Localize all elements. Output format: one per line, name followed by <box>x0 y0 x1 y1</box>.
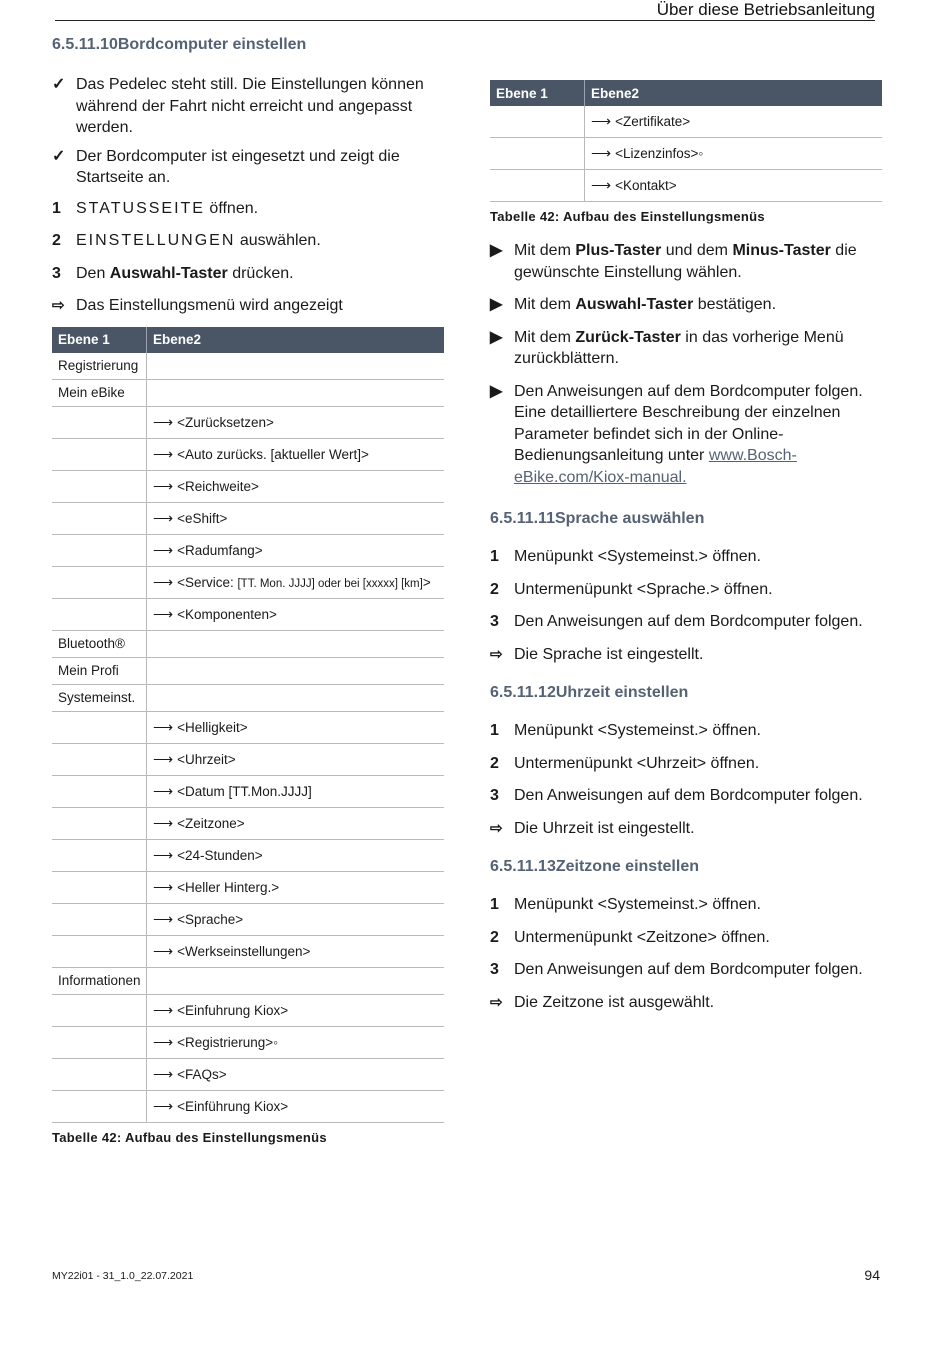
section-title: 6.5.11.12Uhrzeit einstellen <box>490 684 689 701</box>
step-number: 2 <box>490 580 499 598</box>
step-text: Den Anweisungen auf dem Bordcomputer folgen. <box>514 961 863 978</box>
result-text: Das Einstellungsmenü wird angezeigt <box>76 297 343 314</box>
level2-cell <box>147 379 445 406</box>
step-number: 1 <box>52 199 61 217</box>
result-arrow-icon: ⇨ <box>490 993 503 1011</box>
step-text: Untermenüpunkt <Uhrzeit> öffnen. <box>514 754 760 772</box>
table-row <box>52 502 444 534</box>
step-number: 2 <box>490 928 499 946</box>
menu-key: EINSTELLUNGEN <box>76 232 236 249</box>
table-row <box>52 353 444 380</box>
arrow-right-icon: ⟶ <box>153 878 174 895</box>
step-number: 1 <box>490 896 499 913</box>
table-row <box>490 170 882 202</box>
header-rule <box>55 20 875 21</box>
level2-cell: ⟶ <Uhrzeit> <box>147 743 445 775</box>
level1-cell: Registrierung <box>52 353 147 380</box>
level2-cell: ⟶ <Kontakt> <box>585 170 883 202</box>
arrow-right-icon: ⟶ <box>153 1097 174 1114</box>
table-row <box>490 106 882 138</box>
level2-cell: ⟶ <24-Stunden> <box>147 839 445 871</box>
level2-cell: ⟶ <Heller Hinterg.> <box>147 871 445 903</box>
page-header-title: Über diese Betriebsanleitung <box>656 0 875 19</box>
step-item <box>490 927 882 949</box>
section-title: 6.5.11.13Zeitzone einstellen <box>490 858 699 875</box>
step-item <box>490 611 882 633</box>
level2-cell <box>147 353 445 380</box>
table-row <box>52 839 444 871</box>
checkmark-icon: ✓ <box>52 147 66 165</box>
precondition-text: Der Bordcomputer ist eingesetzt und zeigt die Startseite an. <box>76 147 400 186</box>
instruction-item: ▶ Den Anweisungen auf dem Bordcomputer folgen. Eine detailliertere Beschreibung der einzelnen Parameter befindet sich in der Online-Bedienungsanleitung unter www.Bosch-eBike.com/Kiox-manual. <box>490 382 863 486</box>
triangle-bullet-icon: ▶ <box>490 328 503 346</box>
step-number: 1 <box>490 722 499 739</box>
result-text: Die Uhrzeit ist eingestellt. <box>514 819 695 837</box>
level2-cell: ⟶ <Zeitzone> <box>147 807 445 839</box>
step-text: Den Anweisungen auf dem Bordcomputer folgen. <box>514 613 863 630</box>
result-arrow-icon: ⇨ <box>490 819 503 837</box>
step-item <box>490 753 882 775</box>
level2-cell: ⟶ <Helligkeit> <box>147 711 445 743</box>
arrow-right-icon: ⟶ <box>153 942 174 959</box>
arrow-right-icon: ⟶ <box>153 814 174 831</box>
page-number: 94 <box>864 1267 880 1283</box>
button-name: Plus-Taster <box>575 242 662 259</box>
level2-cell: ⟶ <Komponenten> <box>147 598 445 630</box>
level2-cell: ⟶ <Lizenzinfos>◦ <box>585 138 883 170</box>
level2-cell: ⟶ <Einfuhrung Kiox> <box>147 994 445 1026</box>
level2-cell: ⟶ <Reichweite> <box>147 470 445 502</box>
table-header: Ebene2 <box>147 327 445 353</box>
table-row <box>52 657 444 684</box>
arrow-right-icon: ⟶ <box>153 1033 174 1050</box>
table-row <box>52 406 444 438</box>
step-text: Den Anweisungen auf dem Bordcomputer folgen. <box>514 787 863 804</box>
table-row <box>52 711 444 743</box>
table-row <box>52 684 444 711</box>
result-arrow-icon: ⇨ <box>490 645 503 663</box>
arrow-right-icon: ⟶ <box>591 177 612 193</box>
level1-cell: Informationen <box>52 967 147 994</box>
instruction-item: ▶ Mit dem Auswahl-Taster bestätigen. <box>490 294 882 316</box>
level2-cell: ⟶ <Datum [TT.Mon.JJJJ] <box>147 775 445 807</box>
result-item <box>490 818 882 840</box>
step-item: 3 Den Auswahl-Taster drücken. <box>52 263 444 285</box>
step-item: 1 STATUSSEITE öffnen. <box>52 198 444 220</box>
menu-key: STATUSSEITE <box>76 199 205 217</box>
step-number: 3 <box>52 264 61 282</box>
step-item <box>490 546 882 568</box>
instruction-item: ▶ Mit dem Zurück-Taster in das vorherige Menü zurückblättern. <box>490 328 844 367</box>
table-row <box>490 138 882 170</box>
precondition-text: Das Pedelec steht still. Die Einstellungen können während der Fahrt nicht erreicht und angepasst werden. <box>76 76 424 136</box>
step-number: 3 <box>490 787 499 804</box>
level2-cell: ⟶ <Zurücksetzen> <box>147 406 445 438</box>
section-title: 6.5.11.10Bordcomputer einstellen <box>52 36 307 53</box>
arrow-right-icon: ⟶ <box>153 846 174 863</box>
level1-cell: Systemeinst. <box>52 684 147 711</box>
arrow-right-icon: ⟶ <box>153 413 174 430</box>
instruction-item: ▶ Mit dem Plus-Taster und dem Minus-Taster die gewünschte Einstellung wählen. <box>490 242 857 281</box>
arrow-right-icon: ⟶ <box>153 445 174 462</box>
step-item <box>490 894 882 916</box>
result-text: Die Zeitzone ist ausgewählt. <box>514 993 715 1011</box>
step-item <box>490 579 882 601</box>
arrow-right-icon: ⟶ <box>591 145 612 161</box>
step-text: Untermenüpunkt <Zeitzone> öffnen. <box>514 928 770 946</box>
arrow-right-icon: ⟶ <box>153 782 174 799</box>
step-number: 2 <box>490 754 499 772</box>
arrow-right-icon: ⟶ <box>153 1001 174 1018</box>
result-item <box>490 992 882 1014</box>
arrow-right-icon: ⟶ <box>153 750 174 767</box>
table-row <box>52 598 444 630</box>
table-row <box>52 1058 444 1090</box>
triangle-bullet-icon: ▶ <box>490 382 503 400</box>
step-item: 2 EINSTELLUNGEN auswählen. <box>52 230 444 252</box>
table-row <box>52 743 444 775</box>
left-column <box>52 36 444 1145</box>
table-row <box>52 438 444 470</box>
settings-menu-table <box>52 327 444 1123</box>
arrow-right-icon: ⟶ <box>153 1065 174 1082</box>
step-item <box>490 959 882 981</box>
arrow-right-icon: ⟶ <box>591 113 612 129</box>
table-row <box>52 534 444 566</box>
result-arrow-icon: ⇨ <box>52 297 65 314</box>
level2-cell: ⟶ <Auto zurücks. [aktueller Wert]> <box>147 438 445 470</box>
button-name: Zurück-Taster <box>575 328 681 346</box>
level2-cell: ⟶ <Zertifikate> <box>585 106 883 138</box>
level1-cell: Mein eBike <box>52 379 147 406</box>
step-text: Menüpunkt <Systemeinst.> öffnen. <box>514 722 761 739</box>
checkmark-icon: ✓ <box>52 76 66 93</box>
table-caption: Tabelle 42: Aufbau des Einstellungsmenüs <box>490 209 765 224</box>
level2-cell: ⟶ <Werkseinstellungen> <box>147 935 445 967</box>
arrow-right-icon: ⟶ <box>153 541 174 558</box>
footer-doc-id: MY22i01 - 31_1.0_22.07.2021 <box>52 1270 194 1282</box>
arrow-right-icon: ⟶ <box>153 718 174 735</box>
level1-cell: Mein Profi <box>52 657 147 684</box>
step-number: 1 <box>490 548 499 565</box>
table-caption: Tabelle 42: Aufbau des Einstellungsmenüs <box>52 1129 327 1145</box>
arrow-right-icon: ⟶ <box>153 477 174 494</box>
step-item <box>490 720 882 742</box>
step-number: 3 <box>490 961 499 978</box>
table-row <box>52 775 444 807</box>
level2-cell: ⟶ <Radumfang> <box>147 534 445 566</box>
arrow-right-icon: ⟶ <box>153 573 174 590</box>
triangle-bullet-icon: ▶ <box>490 242 503 259</box>
button-name: Auswahl-Taster <box>109 264 228 282</box>
result-item <box>52 295 444 317</box>
triangle-bullet-icon: ▶ <box>490 296 503 313</box>
step-number: 2 <box>52 232 61 249</box>
table-row <box>52 379 444 406</box>
arrow-right-icon: ⟶ <box>153 605 174 622</box>
step-text: Untermenüpunkt <Sprache.> öffnen. <box>514 580 773 598</box>
level2-cell: ⟶ <FAQs> <box>147 1058 445 1090</box>
table-row <box>52 967 444 994</box>
table-header: Ebene 1 <box>490 80 585 106</box>
settings-menu-table-continued <box>490 80 882 202</box>
step-text: Menüpunkt <Systemeinst.> öffnen. <box>514 896 761 913</box>
button-name: Minus-Taster <box>732 242 831 259</box>
step-number: 3 <box>490 613 499 630</box>
table-row <box>52 935 444 967</box>
result-text: Die Sprache ist eingestellt. <box>514 645 704 663</box>
arrow-right-icon: ⟶ <box>153 509 174 526</box>
table-row <box>52 903 444 935</box>
level1-cell: Bluetooth® <box>52 630 147 657</box>
step-item <box>490 785 882 807</box>
table-row <box>52 807 444 839</box>
table-row <box>52 470 444 502</box>
level2-cell: ⟶ <Service: [TT. Mon. JJJJ] oder bei [xxxxx] [km]> <box>147 566 445 598</box>
table-row <box>52 566 444 598</box>
result-item <box>490 644 882 666</box>
table-row <box>52 1026 444 1058</box>
table-row <box>52 871 444 903</box>
table-row <box>52 994 444 1026</box>
table-row <box>52 1090 444 1122</box>
level2-cell: ⟶ <eShift> <box>147 502 445 534</box>
table-row <box>52 630 444 657</box>
arrow-right-icon: ⟶ <box>153 910 174 927</box>
section-title: 6.5.11.11Sprache auswählen <box>490 510 705 527</box>
table-header: Ebene2 <box>585 80 883 106</box>
table-header: Ebene 1 <box>52 327 147 353</box>
precondition-item <box>52 146 444 189</box>
precondition-item <box>52 74 444 139</box>
button-name: Auswahl-Taster <box>575 296 694 313</box>
step-text: Menüpunkt <Systemeinst.> öffnen. <box>514 548 761 565</box>
right-column <box>490 80 882 1013</box>
level2-cell: ⟶ <Sprache> <box>147 903 445 935</box>
level2-cell: ⟶ <Registrierung>◦ <box>147 1026 445 1058</box>
level2-cell: ⟶ <Einführung Kiox> <box>147 1090 445 1122</box>
manual-link[interactable]: www.Bosch-eBike.com/Kiox-manual. <box>514 447 797 486</box>
